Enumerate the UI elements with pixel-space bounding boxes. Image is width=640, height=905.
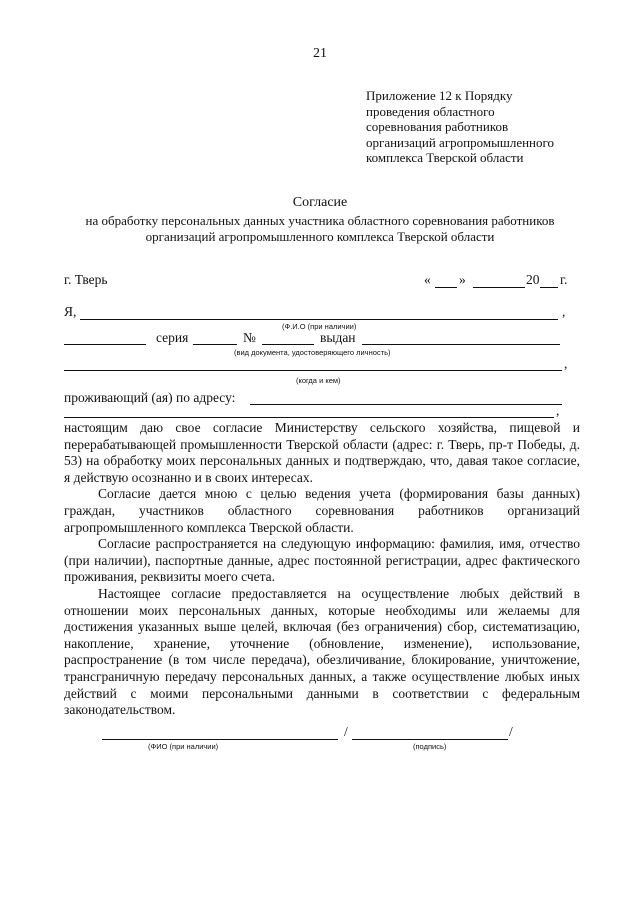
date-year-suffix: г. <box>560 272 568 287</box>
paragraph: Согласие дается мною с целью ведения учета (формирования базы данных) граждан, участников областного соревнования работников организаций агропромышленного комплекса Тверской области. <box>64 486 580 535</box>
subtitle-line: на обработку персональных данных участника областного соревнования работников <box>85 213 555 228</box>
full-name-field[interactable] <box>80 319 558 320</box>
appendix-line: комплекса Тверской области <box>366 150 524 165</box>
issued-by-field[interactable] <box>362 344 560 345</box>
series-field[interactable] <box>193 344 237 345</box>
number-label: № <box>243 330 256 345</box>
document-type-field[interactable] <box>64 344 146 345</box>
fio-hint: (Ф.И.О (при наличии) <box>282 322 357 331</box>
signature-sign-hint: (подпись) <box>413 742 447 751</box>
signature-name-field[interactable] <box>102 739 338 740</box>
issued-when-field[interactable] <box>64 370 562 371</box>
i-label: Я, <box>64 304 77 319</box>
series-label: серия <box>156 330 189 345</box>
address-field-continued[interactable] <box>64 417 554 418</box>
signature-slash: / <box>509 724 513 739</box>
page-number: 21 <box>313 46 327 61</box>
paragraph: настоящим даю свое согласие Министерству сельского хозяйства, пищевой и перерабатывающей промышленности Тверской области (адрес: г. Тверь, пр-т Победы, д. 53) на обработку моих персональных данных и подтверждаю, что, давая такое согласие, я действую осознанно и в своих интересах. <box>64 420 580 485</box>
paragraph: Согласие распространяется на следующую информацию: фамилия, имя, отчество (при наличии), паспортные данные, адрес постоянной регистрации, адрес фактического проживания, реквизиты моего счета. <box>64 536 580 585</box>
issued-label: выдан <box>320 330 356 345</box>
document-title: Согласие <box>292 195 348 210</box>
number-field[interactable] <box>262 344 314 345</box>
signature-fio-hint: (ФИО (при наличии) <box>148 742 219 751</box>
signature-slash: / <box>344 724 348 739</box>
appendix-line: соревнования работников <box>366 119 509 134</box>
consent-body <box>64 420 580 719</box>
date-day-field[interactable] <box>435 287 457 288</box>
paragraph: Настоящее согласие предоставляется на осуществление любых действий в отношении моих персональных данных, которые необходимы или желаемы для достижения указанных выше целей, включая (без ограничения) сбор, систематизацию, накопление, хранение, уточнение (обновление, изменение), использование, распространение (в том числе передача), обезличивание, блокирование, уничтожение, трансграничную передачу персональных данных, а также осуществление любых иных действий с моими персональными данными в соответствии с федеральным законодательством. <box>64 585 580 718</box>
subtitle-line: организаций агропромышленного комплекса Тверской области <box>145 228 495 244</box>
appendix-line: проведения областного <box>366 103 495 119</box>
address-label: проживающий (ая) по адресу: <box>64 390 236 405</box>
date-year-field[interactable] <box>540 287 558 288</box>
comma: , <box>564 356 568 371</box>
comma: , <box>556 403 560 418</box>
date-open-quote: « <box>424 272 431 287</box>
document-hint: (вид документа, удостоверяющего личность) <box>234 348 391 357</box>
appendix-line: организаций агропромышленного <box>366 134 555 150</box>
place-label: г. Тверь <box>64 272 108 287</box>
comma: , <box>562 304 566 319</box>
appendix-line: Приложение 12 к Порядку <box>366 88 513 103</box>
document-subtitle <box>60 213 580 244</box>
date-month-field[interactable] <box>473 287 525 288</box>
date-close-quote: » <box>459 272 466 287</box>
address-field[interactable] <box>250 404 562 405</box>
appendix-note <box>366 88 626 166</box>
date-year-prefix: 20 <box>526 272 540 287</box>
signature-field[interactable] <box>352 739 508 740</box>
when-hint: (когда и кем) <box>296 376 341 385</box>
